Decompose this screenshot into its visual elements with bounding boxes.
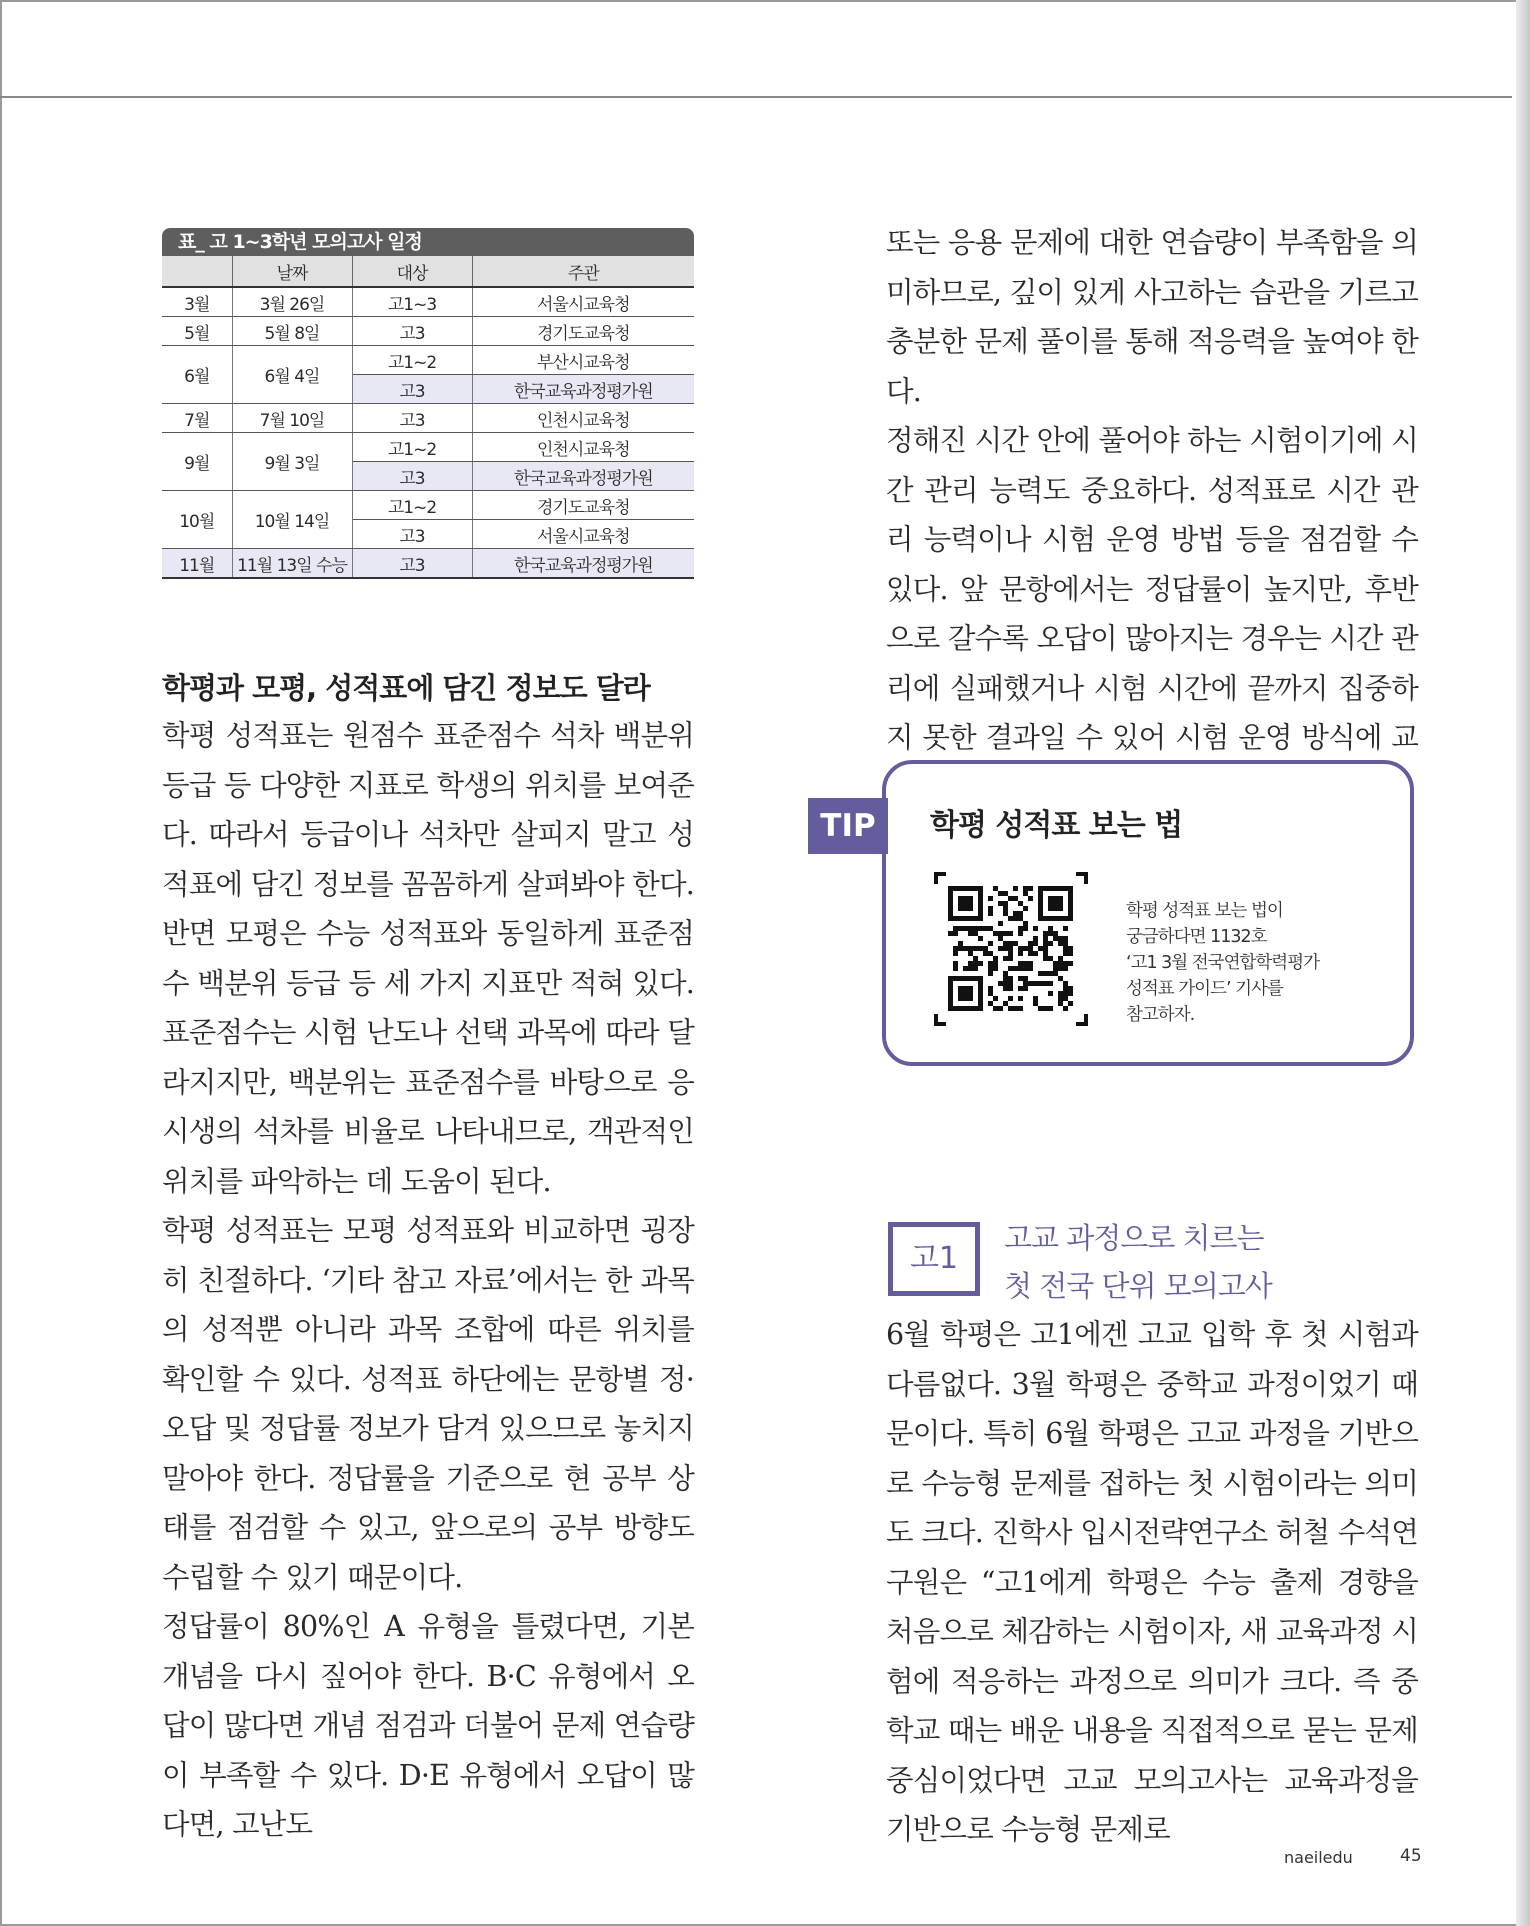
table-cell: 고1~2 — [352, 433, 472, 462]
qr-code-icon — [934, 872, 1088, 1026]
table-cell: 6월 4일 — [232, 346, 352, 404]
table-cell: 고3 — [352, 375, 472, 404]
table-header-row — [162, 256, 694, 287]
body-paragraph: 또는 응용 문제에 대한 연습량이 부족함을 의미하므로, 깊이 있게 사고하는 습관을 기르고 충분한 문제 풀이를 통해 적응력을 높여야 한다. — [886, 226, 1418, 408]
table-cell: 고3 — [352, 317, 472, 346]
body-paragraph: 학평 성적표는 원점수 표준점수 석차 백분위 등급 등 다양한 지표로 학생의 위치를 보여준다. 따라서 등급이나 석차만 살피지 말고 성적표에 담긴 정보를 꼼꼼하게 살펴봐야 한다. 반면 모평은 수능 성적표와 동일하게 표준점수 백분위 등급 등 세 가지 지표만 적혀 있다. 표준점수는 시험 난도나 선택 과목에 따라 달라지지만, 백분위는 표준점수를 바탕으로 응시생의 석차를 비율로 나타내므로, 객관적인 위치를 파악하는 데 도움이 된다. — [162, 719, 694, 1198]
table-cell: 서울시교육청 — [472, 287, 694, 317]
tip-title: 학평 성적표 보는 법 — [930, 808, 1183, 843]
table-header-cell: 날짜 — [232, 256, 352, 287]
table-row — [162, 317, 694, 346]
table-cell: 인천시교육청 — [472, 404, 694, 433]
table-cell: 한국교육과정평가원 — [472, 462, 694, 491]
body-paragraph: 정해진 시간 안에 풀어야 하는 시험이기에 시간 관리 능력도 중요하다. 성적표로 시간 관리 능력이나 시험 운영 방법 등을 점검할 수 있다. 앞 문항에서는 정답률이 높지만, 후반으로 갈수록 오답이 많아지는 경우는 시간 관리에 실패했거나 시험 시간에 끝까지 집중하지 못한 결과일 수 있어 시험 운영 방식에 교 — [886, 424, 1418, 754]
tip-text-line: 학평 성적표 보는 법이 — [1126, 901, 1283, 921]
table-cell: 9월 — [162, 433, 232, 491]
tip-text-line: 참고하자. — [1126, 1005, 1195, 1025]
table-cell: 6월 — [162, 346, 232, 404]
table-cell: 인천시교육청 — [472, 433, 694, 462]
section-title — [1004, 1214, 1272, 1310]
tip-text-line: 성적표 가이드’ 기사를 — [1126, 979, 1283, 999]
table-cell: 고1~3 — [352, 287, 472, 317]
table-cell: 고3 — [352, 462, 472, 491]
table-cell: 3월 — [162, 287, 232, 317]
footer-brand: naeiledu — [1284, 1848, 1353, 1867]
table-cell: 경기도교육청 — [472, 491, 694, 520]
table-cell: 서울시교육청 — [472, 520, 694, 549]
tip-tag: TIP — [808, 798, 888, 854]
section-title-line: 고교 과정으로 치르는 — [1004, 1221, 1264, 1255]
table-cell: 고1~2 — [352, 346, 472, 375]
page-edge — [1516, 0, 1530, 1926]
table-cell: 부산시교육청 — [472, 346, 694, 375]
right-column-top — [886, 218, 1418, 812]
table-cell: 한국교육과정평가원 — [472, 375, 694, 404]
table-row — [162, 491, 694, 520]
table-cell: 10월 14일 — [232, 491, 352, 549]
table-header-cell: 주관 — [472, 256, 694, 287]
schedule-table — [162, 256, 694, 579]
table-header-cell: 대상 — [352, 256, 472, 287]
page-number: 45 — [1400, 1846, 1422, 1866]
table-cell: 11월 — [162, 549, 232, 579]
qr-code[interactable] — [934, 872, 1088, 1026]
table-cell: 3월 26일 — [232, 287, 352, 317]
table-row — [162, 549, 694, 579]
schedule-table-box — [162, 228, 694, 579]
table-cell: 경기도교육청 — [472, 317, 694, 346]
body-paragraph: 학평 성적표는 모평 성적표와 비교하면 굉장히 친절하다. ‘기타 참고 자료’에서는 한 과목의 성적뿐 아니라 과목 조합에 따른 위치를 확인할 수 있다. 성적표 하단에는 문항별 정·오답 및 정답률 정보가 담겨 있으므로 놓치지 말아야 한다. 정답률을 기준으로 현 공부 상태를 점검할 수 있고, 앞으로의 공부 방향도 수립할 수 있기 때문이다. — [162, 1214, 694, 1594]
tip-text-line: ‘고1 3월 전국연합학력평가 — [1126, 953, 1320, 973]
table-cell: 고3 — [352, 404, 472, 433]
table-cell: 5월 — [162, 317, 232, 346]
table-cell: 한국교육과정평가원 — [472, 549, 694, 579]
table-row — [162, 287, 694, 317]
table-header-cell — [162, 256, 232, 287]
table-row — [162, 433, 694, 462]
grade-badge: 고1 — [888, 1222, 980, 1296]
table-cell: 7월 — [162, 404, 232, 433]
table-title: 표_ 고 1~3학년 모의고사 일정 — [162, 228, 694, 256]
right-column-bottom — [886, 1310, 1418, 1855]
tip-text-line: 궁금하다면 1132호 — [1126, 927, 1267, 947]
tip-text — [1126, 898, 1386, 1028]
table-cell: 9월 3일 — [232, 433, 352, 491]
table-cell: 10월 — [162, 491, 232, 549]
table-cell: 5월 8일 — [232, 317, 352, 346]
table-cell: 고3 — [352, 549, 472, 579]
body-paragraph: 정답률이 80%인 A 유형을 틀렸다면, 기본 개념을 다시 짚어야 한다. B·C 유형에서 오답이 많다면 개념 점검과 더불어 문제 연습량이 부족할 수 있다. D·E 유형에서 오답이 많다면, 고난도 — [162, 1610, 694, 1841]
section-title-line: 첫 전국 단위 모의고사 — [1004, 1269, 1272, 1303]
table-row — [162, 346, 694, 375]
table-cell: 11월 13일 수능 — [232, 549, 352, 579]
top-rule — [0, 96, 1512, 98]
table-cell: 고3 — [352, 520, 472, 549]
section-heading: 학평과 모평, 성적표에 담긴 정보도 달라 — [162, 671, 650, 705]
body-paragraph: 6월 학평은 고1에겐 고교 입학 후 첫 시험과 다름없다. 3월 학평은 중학교 과정이었기 때문이다. 특히 6월 학평은 고교 과정을 기반으로 수능형 문제를 접하는 첫 시험이라는 의미도 크다. 진학사 입시전략연구소 허철 수석연구원은 “고1에게 학평은 수능 출제 경향을 처음으로 체감하는 시험이자, 새 교육과정 시험에 적응하는 과정으로 의미가 크다. 즉 중학교 때는 배운 내용을 직접적으로 묻는 문제 중심이었다면 고교 모의고사는 교육과정을 기반으로 수능형 문제로 — [886, 1318, 1418, 1846]
table-cell: 고1~2 — [352, 491, 472, 520]
table-row — [162, 404, 694, 433]
left-column — [162, 711, 694, 1850]
table-cell: 7월 10일 — [232, 404, 352, 433]
